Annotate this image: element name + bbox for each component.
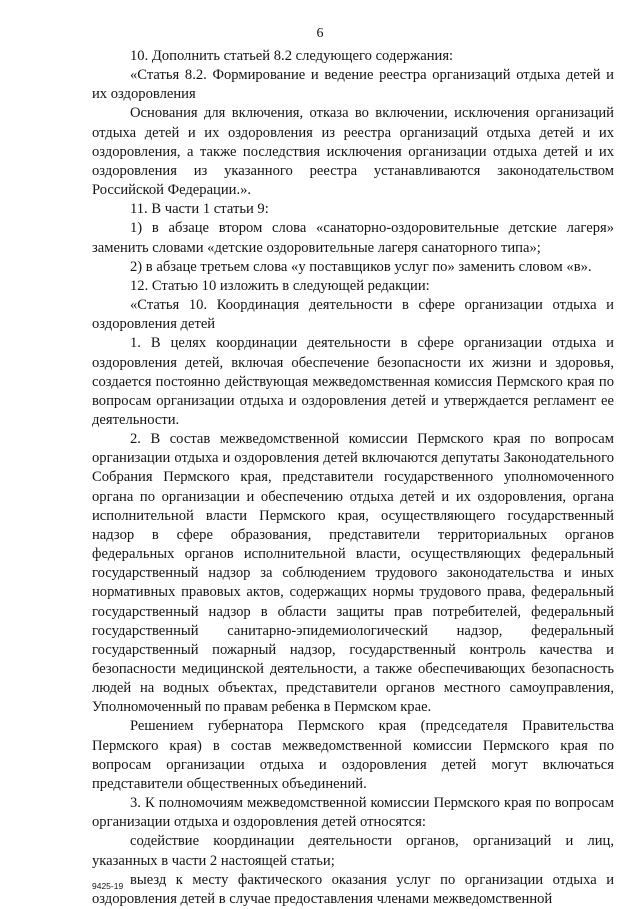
article-10-part-3-item-visit: выезд к месту фактического оказания услуг по организации отдыха и оздоровления детей в случае предоставления членами межведомственной	[92, 871, 614, 907]
paragraph-11-item-2: 2) в абзаце третьем слова «у поставщиков услуг по» заменить словом «в».	[130, 258, 592, 275]
article-8-2-text: Основания для включения, отказа во включении, исключения организаций отдыха детей и их оздоровления из реестра организаций отдыха детей и их оздоровления, а также последствия исключения организации отдыха детей и их оздоровления из указанного реестра устанавливаются законодательством Российской Федерации.».	[92, 105, 614, 199]
article-10-part-2: 2. В состав межведомственной комиссии Пермского края по вопросам организации отдыха и оздоровления детей включаются депутаты Законодательного Собрания Пермского края, представители государственного уполномоченного органа по организации и обеспечению отдыха детей и их оздоровления, органа исполнительной власти Пермского края, осуществляющего государственный надзор в сфере образования, представители территориальных органов федеральных органов исполнительной власти, осуществляющих федеральный государственный надзор за соблюдением трудового законодательства и иных нормативных правовых актов, содержащих нормы трудового права, федеральный государственный надзор в области защиты прав потребителей, федеральный государственный санитарно-эпидемиологический надзор, федеральный государственный пожарный надзор, государственный контроль качества и безопасности медицинской деятельности, а также обеспечивающих безопасность людей на водных объектах, представители органов местного самоуправления, Уполномоченный по правам ребенка в Пермском крае.	[92, 431, 614, 716]
article-10-part-2-governor: Решением губернатора Пермского края (председателя Правительства Пермского края) в состав межведомственной комиссии Пермского края по вопросам организации отдыха и оздоровления детей могут включаться представители общественных объединений.	[92, 718, 614, 792]
paragraph-11-item-1: 1) в абзаце втором слова «санаторно-оздоровительные детские лагеря» заменить словами «детские оздоровительные лагеря санаторного типа»;	[92, 220, 614, 256]
paragraph-12-intro: 12. Статью 10 изложить в следующей редакции:	[130, 277, 430, 294]
article-8-2-heading: «Статья 8.2. Формирование и ведение реестра организаций отдыха детей и их оздоровления	[92, 67, 614, 103]
page-number: 6	[316, 26, 324, 41]
document-body	[92, 47, 614, 909]
article-10-part-3: 3. К полномочиям межведомственной комиссии Пермского края по вопросам организации отдыха и оздоровления детей относятся:	[92, 795, 614, 831]
article-10-part-3-item-coordination: содействие координации деятельности органов, организаций и лиц, указанных в части 2 настоящей статьи;	[92, 833, 614, 869]
paragraph-10-intro: 10. Дополнить статьей 8.2 следующего содержания:	[130, 48, 454, 64]
paragraph-11-intro: 11. В части 1 статьи 9:	[130, 201, 269, 218]
document-code: 9425-19	[92, 881, 124, 891]
article-10-heading: «Статья 10. Координация деятельности в сфере организации отдыха и оздоровления детей	[92, 297, 614, 333]
article-10-part-1: 1. В целях координации деятельности в сфере организации отдыха и оздоровления детей, включая обеспечение безопасности их жизни и здоровья, создается постоянно действующая межведомственная комиссия Пермского края по вопросам организации отдыха и оздоровления детей и утверждается регламент ее деятельности.	[92, 335, 614, 428]
